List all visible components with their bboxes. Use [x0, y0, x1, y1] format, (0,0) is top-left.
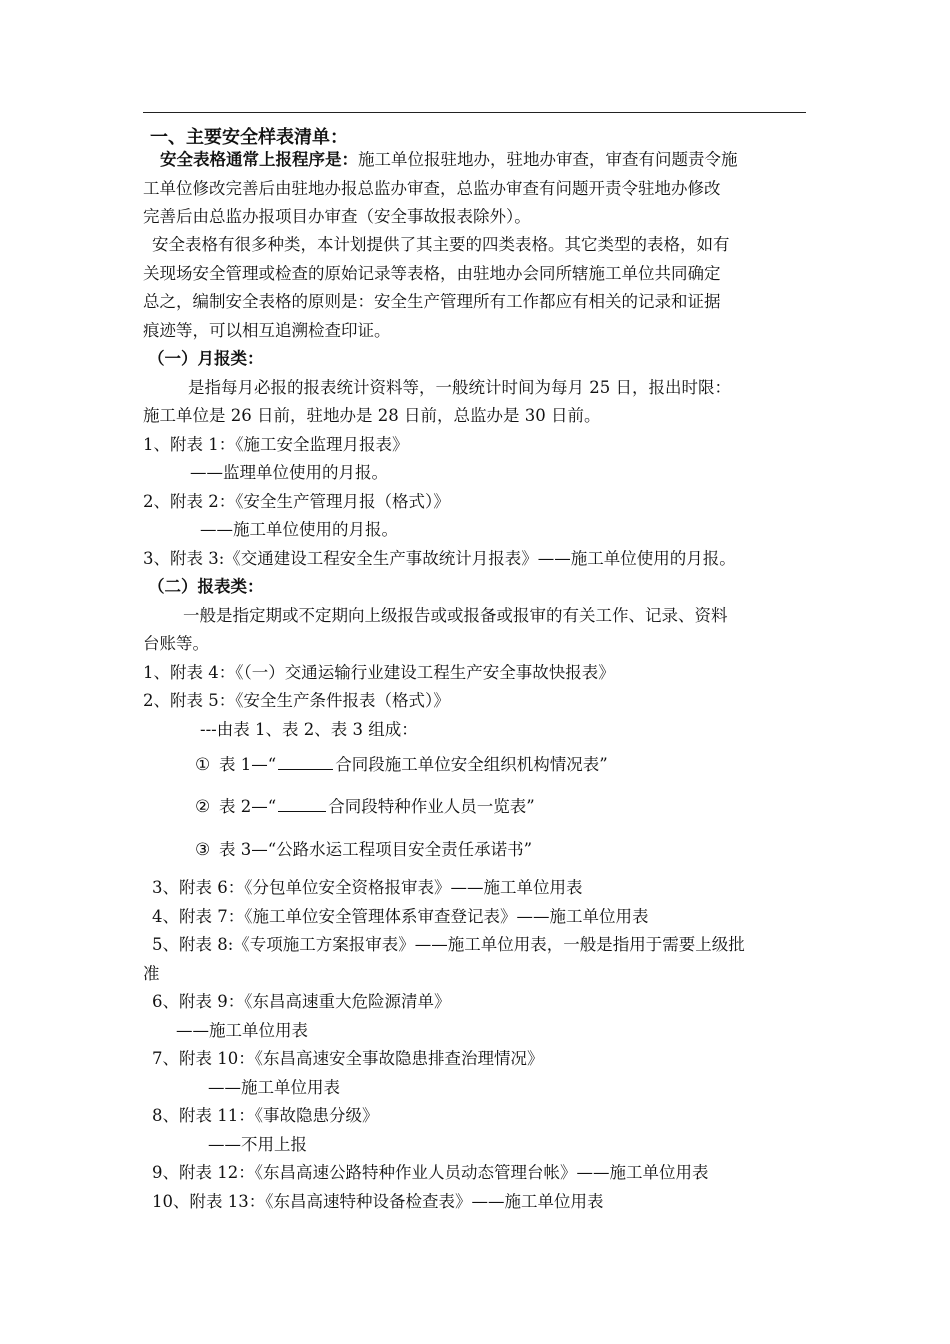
reports-item8: 8、附表 11：《事故隐患分级》 [152, 1106, 379, 1125]
sub-item-1-prefix: 表 1—“ [219, 755, 277, 774]
intro1-line2: 工单位修改完善后由驻地办报总监办审查，总监办审查有问题开责令驻地办修改 [143, 179, 721, 198]
intro2-line3: 总之，编制安全表格的原则是：安全生产管理所有工作都应有相关的记录和证据 [143, 292, 721, 311]
circle-one-marker: ① [195, 755, 211, 775]
reports-item5-line2: 准 [143, 964, 160, 983]
reports-item8-note: ——不用上报 [208, 1135, 307, 1154]
intro2-line4: 痕迹等，可以相互追溯检查印证。 [143, 321, 391, 340]
section-title: 一、主要安全样表清单： [150, 127, 348, 148]
reports-item2-note: ---由表 1、表 2、表 3 组成： [200, 720, 418, 739]
sub-item-2-prefix: 表 2—“ [219, 797, 277, 816]
intro2-line1: 安全表格有很多种类，本计划提供了其主要的四类表格。其它类型的表格，如有 [152, 235, 730, 254]
sub-item-1-suffix: 合同段施工单位安全组织机构情况表” [335, 755, 608, 774]
intro1-line3: 完善后由总监办报项目办审查（安全事故报表除外）。 [143, 207, 531, 226]
reports-item7: 7、附表 10：《东昌高速安全事故隐患排查治理情况》 [152, 1049, 544, 1068]
fill-blank-1 [278, 755, 333, 770]
intro2-line2: 关现场安全管理或检查的原始记录等表格，由驻地办会同所辖施工单位共同确定 [143, 264, 721, 283]
sub-item-1 [195, 754, 608, 776]
sub-item-2 [195, 796, 535, 818]
intro1-lead: 安全表格通常上报程序是： [160, 150, 358, 169]
fill-blank-2 [278, 797, 326, 812]
reports-item1: 1、附表 4：《（一）交通运输行业建设工程生产安全事故快报表》 [143, 663, 615, 682]
reports-desc2: 台账等。 [143, 634, 209, 653]
sub-item-3-text: 表 3—“公路水运工程项目安全责任承诺书” [219, 840, 533, 859]
header-rule [143, 112, 806, 113]
monthly-item1: 1、附表 1：《施工安全监理月报表》 [143, 435, 409, 454]
sub-item-2-suffix: 合同段特种作业人员一览表” [328, 797, 535, 816]
intro1-line1-text: 施工单位报驻地办，驻地办审查，审查有问题责令施 [358, 150, 738, 169]
monthly-item3: 3、附表 3:《交通建设工程安全生产事故统计月报表》——施工单位使用的月报。 [143, 549, 736, 568]
circle-two-marker: ② [195, 797, 211, 817]
reports-item4: 4、附表 7：《施工单位安全管理体系审查登记表》——施工单位用表 [152, 907, 649, 926]
monthly-item1-note: ——监理单位使用的月报。 [190, 463, 388, 482]
reports-item6-note: ——施工单位用表 [176, 1021, 308, 1040]
circle-three-marker: ③ [195, 840, 211, 860]
intro1-line1 [160, 149, 738, 171]
monthly-heading: （一）月报类： [148, 349, 264, 368]
monthly-item2: 2、附表 2：《安全生产管理月报（格式）》 [143, 492, 450, 511]
reports-item5-line1: 5、附表 8:《专项施工方案报审表》——施工单位用表，一般是指用于需要上级批 [152, 935, 745, 954]
reports-item6: 6、附表 9：《东昌高速重大危险源清单》 [152, 992, 451, 1011]
sub-item-3 [195, 839, 532, 861]
monthly-desc2: 施工单位是 26 日前，驻地办是 28 日前，总监办是 30 日前。 [143, 406, 601, 425]
reports-item2: 2、附表 5：《安全生产条件报表（格式）》 [143, 691, 450, 710]
monthly-item2-note: ——施工单位使用的月报。 [200, 520, 398, 539]
reports-item9: 9、附表 12：《东昌高速公路特种作业人员动态管理台帐》——施工单位用表 [152, 1163, 709, 1182]
reports-item3: 3、附表 6：《分包单位安全资格报审表》——施工单位用表 [152, 878, 583, 897]
reports-desc1: 一般是指定期或不定期向上级报告或或报备或报审的有关工作、记录、资料 [183, 606, 728, 625]
monthly-desc1: 是指每月必报的报表统计资料等，一般统计时间为每月 25 日，报出时限： [188, 378, 731, 397]
reports-heading: （二）报表类： [148, 577, 264, 596]
reports-item7-note: ——施工单位用表 [208, 1078, 340, 1097]
reports-item10: 10、附表 13：《东昌高速特种设备检查表》——施工单位用表 [152, 1192, 604, 1211]
